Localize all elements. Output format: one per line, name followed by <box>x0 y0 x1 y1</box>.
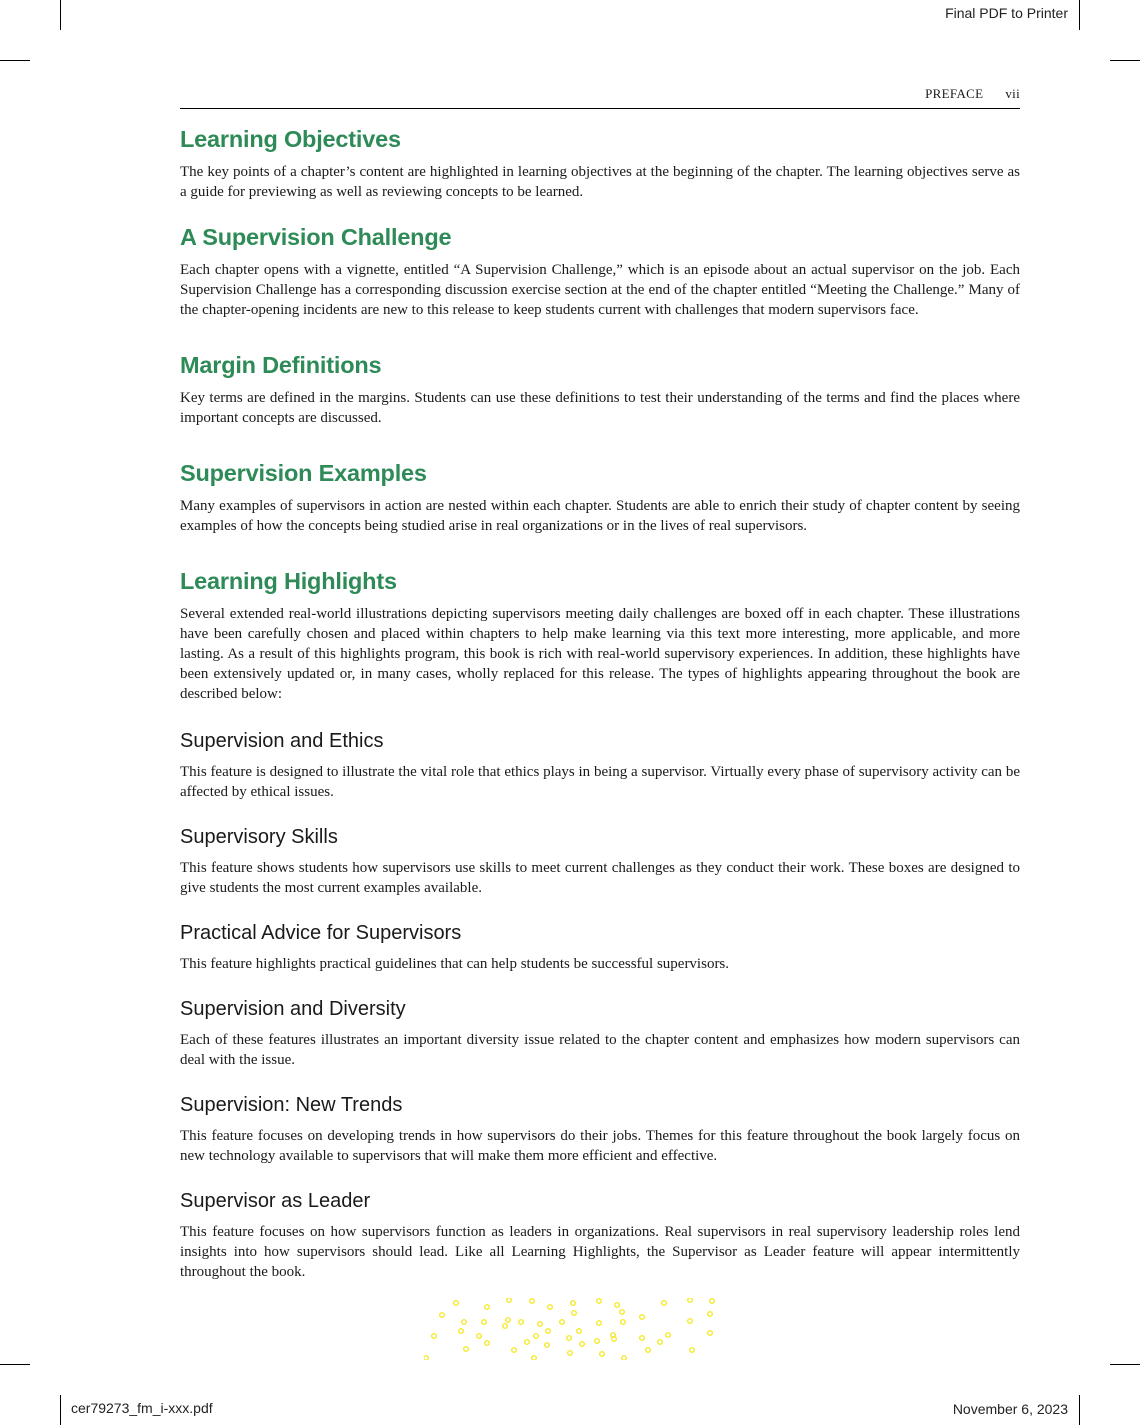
decorative-dot <box>519 1320 524 1325</box>
subsection-body: This feature is designed to illustrate the vital role that ethics plays in being a supervisor. Virtually every phase of supervisory activity can be affected by ethical issues. <box>180 764 1020 800</box>
decorative-dot <box>688 1298 693 1302</box>
decorative-dot <box>525 1340 530 1345</box>
decorative-dot <box>621 1320 626 1325</box>
page-content <box>180 124 1020 1282</box>
decorative-dot <box>538 1322 543 1327</box>
decorative-dot <box>597 1321 602 1326</box>
decorative-dot <box>571 1301 576 1306</box>
decorative-dot <box>485 1341 490 1346</box>
decorative-dot <box>597 1299 602 1304</box>
crop-mark <box>1110 60 1140 61</box>
decorative-dot <box>572 1311 577 1316</box>
subsection-heading: Supervision: New Trends <box>180 1094 403 1116</box>
decorative-dot <box>503 1324 508 1329</box>
decorative-dot <box>459 1329 464 1334</box>
decorative-dot <box>454 1301 459 1306</box>
decorative-dot <box>560 1320 565 1325</box>
crop-mark <box>0 60 30 61</box>
section-heading: Learning Objectives <box>180 126 401 152</box>
decorative-dot <box>710 1299 715 1304</box>
decorative-dot <box>615 1303 620 1308</box>
decorative-dot <box>546 1329 551 1334</box>
crop-mark <box>60 1395 61 1425</box>
subsection-heading: Supervisor as Leader <box>180 1190 371 1212</box>
decorative-dot <box>708 1312 713 1317</box>
section-body: The key points of a chapter’s content are highlighted in learning objectives at the beginning of the chapter. The learning objectives serve as a guide for previewing as well as reviewing concepts to be learned. <box>180 164 1020 200</box>
subsection-body: This feature highlights practical guidelines that can help students be successful supervisors. <box>180 956 730 972</box>
subsection-body: This feature focuses on how supervisors function as leaders in organizations. Real supervisors in real supervisory leadership roles lend insights into how supervisors should lead. Like all Learning Highlights, the Supervisor as Leader feature will appear intermittently throughout the book. <box>180 1224 1020 1280</box>
decorative-dot <box>666 1333 671 1338</box>
date-slug: November 6, 2023 <box>952 1401 1068 1417</box>
decorative-dot <box>440 1313 445 1318</box>
subsection-body: This feature focuses on developing trends in how supervisors do their jobs. Themes for this feature throughout the book largely focus on new technology available to supervisors that will make them more efficient and effective. <box>180 1128 1020 1164</box>
decorative-dot <box>580 1342 585 1347</box>
subsection-heading: Supervision and Ethics <box>180 730 384 752</box>
decorative-dot <box>482 1320 487 1325</box>
crop-mark <box>1110 1364 1140 1365</box>
section-heading: Margin Definitions <box>180 352 382 378</box>
running-head <box>180 86 1020 109</box>
decorative-dot <box>567 1336 572 1341</box>
decorative-dot <box>577 1329 582 1334</box>
decorative-dot <box>512 1348 517 1353</box>
decorative-dot <box>424 1356 428 1360</box>
decorative-dot <box>568 1351 573 1356</box>
file-name-slug: cer79273_fm_i-xxx.pdf <box>71 1400 213 1416</box>
decorative-dot <box>708 1331 713 1336</box>
running-head-section: PREFACE <box>925 86 984 101</box>
subsection-body: This feature shows students how supervisors use skills to meet current challenges as they conduct their work. These boxes are designed to give students the most current examples available. <box>180 860 1020 896</box>
decorative-dot <box>485 1305 490 1310</box>
decorative-dot <box>640 1315 645 1320</box>
decorative-dot <box>622 1356 627 1360</box>
section-body: Key terms are defined in the margins. Students can use these definitions to test their understanding of the terms and find the places where important concepts are discussed. <box>180 390 1020 426</box>
subsection-heading: Practical Advice for Supervisors <box>180 922 462 944</box>
crop-mark <box>60 0 61 30</box>
decorative-dot <box>432 1334 437 1339</box>
decorative-dot <box>507 1298 512 1302</box>
decorative-dot-pattern <box>424 1298 718 1360</box>
page-number: vii <box>1005 86 1020 101</box>
section-heading: Learning Highlights <box>180 568 397 594</box>
decorative-dot <box>532 1356 537 1360</box>
subsection-body: Each of these features illustrates an important diversity issue related to the chapter content and emphasizes how modern supervisors can deal with the issue. <box>180 1032 1020 1068</box>
printer-slug: Final PDF to Printer <box>945 5 1068 21</box>
section-heading: Supervision Examples <box>180 460 427 486</box>
section-body: Each chapter opens with a vignette, entitled “A Supervision Challenge,” which is an episode about an actual supervisor on the job. Each Supervision Challenge has a corresponding discussion exercise section at the end of the chapter entitled “Meeting the Challenge.” Many of the chapter-opening incidents are new to this release to keep students current with challenges that modern supervisors face. <box>180 262 1020 318</box>
decorative-dot <box>646 1348 651 1353</box>
decorative-dot <box>600 1352 605 1357</box>
subsection-heading: Supervisory Skills <box>180 826 338 848</box>
decorative-dot <box>662 1301 667 1306</box>
decorative-dot <box>545 1343 550 1348</box>
section-heading: A Supervision Challenge <box>180 224 452 250</box>
decorative-dot <box>620 1310 625 1315</box>
decorative-dot <box>690 1348 695 1353</box>
decorative-dot <box>658 1340 663 1345</box>
subsection-heading: Supervision and Diversity <box>180 998 406 1020</box>
decorative-dot <box>640 1336 645 1341</box>
decorative-dot <box>530 1299 535 1304</box>
decorative-dot <box>464 1347 469 1352</box>
decorative-dot <box>548 1305 553 1310</box>
crop-mark <box>0 1364 30 1365</box>
crop-mark <box>1079 0 1080 30</box>
decorative-dot <box>477 1334 482 1339</box>
decorative-dot <box>688 1319 693 1324</box>
decorative-dot <box>506 1318 511 1323</box>
section-body: Several extended real-world illustrations depicting supervisors meeting daily challenges are boxed off in each chapter. These illustrations have been carefully chosen and placed within chapters to help make learning via this text more interesting, more applicable, and more lasting. As a result of this highlights program, this book is rich with real-world supervisory experiences. In addition, these highlights have been extensively updated or, in many cases, wholly replaced for this release. The types of highlights appearing throughout the book are described below: <box>180 606 1020 702</box>
decorative-dot <box>462 1320 467 1325</box>
decorative-dot <box>595 1339 600 1344</box>
section-body: Many examples of supervisors in action are nested within each chapter. Students are able to enrich their study of chapter content by seeing examples of how the concepts being studied arise in real organizations or in the lives of real supervisors. <box>180 498 1020 534</box>
decorative-dot <box>534 1334 539 1339</box>
crop-mark <box>1079 1395 1080 1425</box>
